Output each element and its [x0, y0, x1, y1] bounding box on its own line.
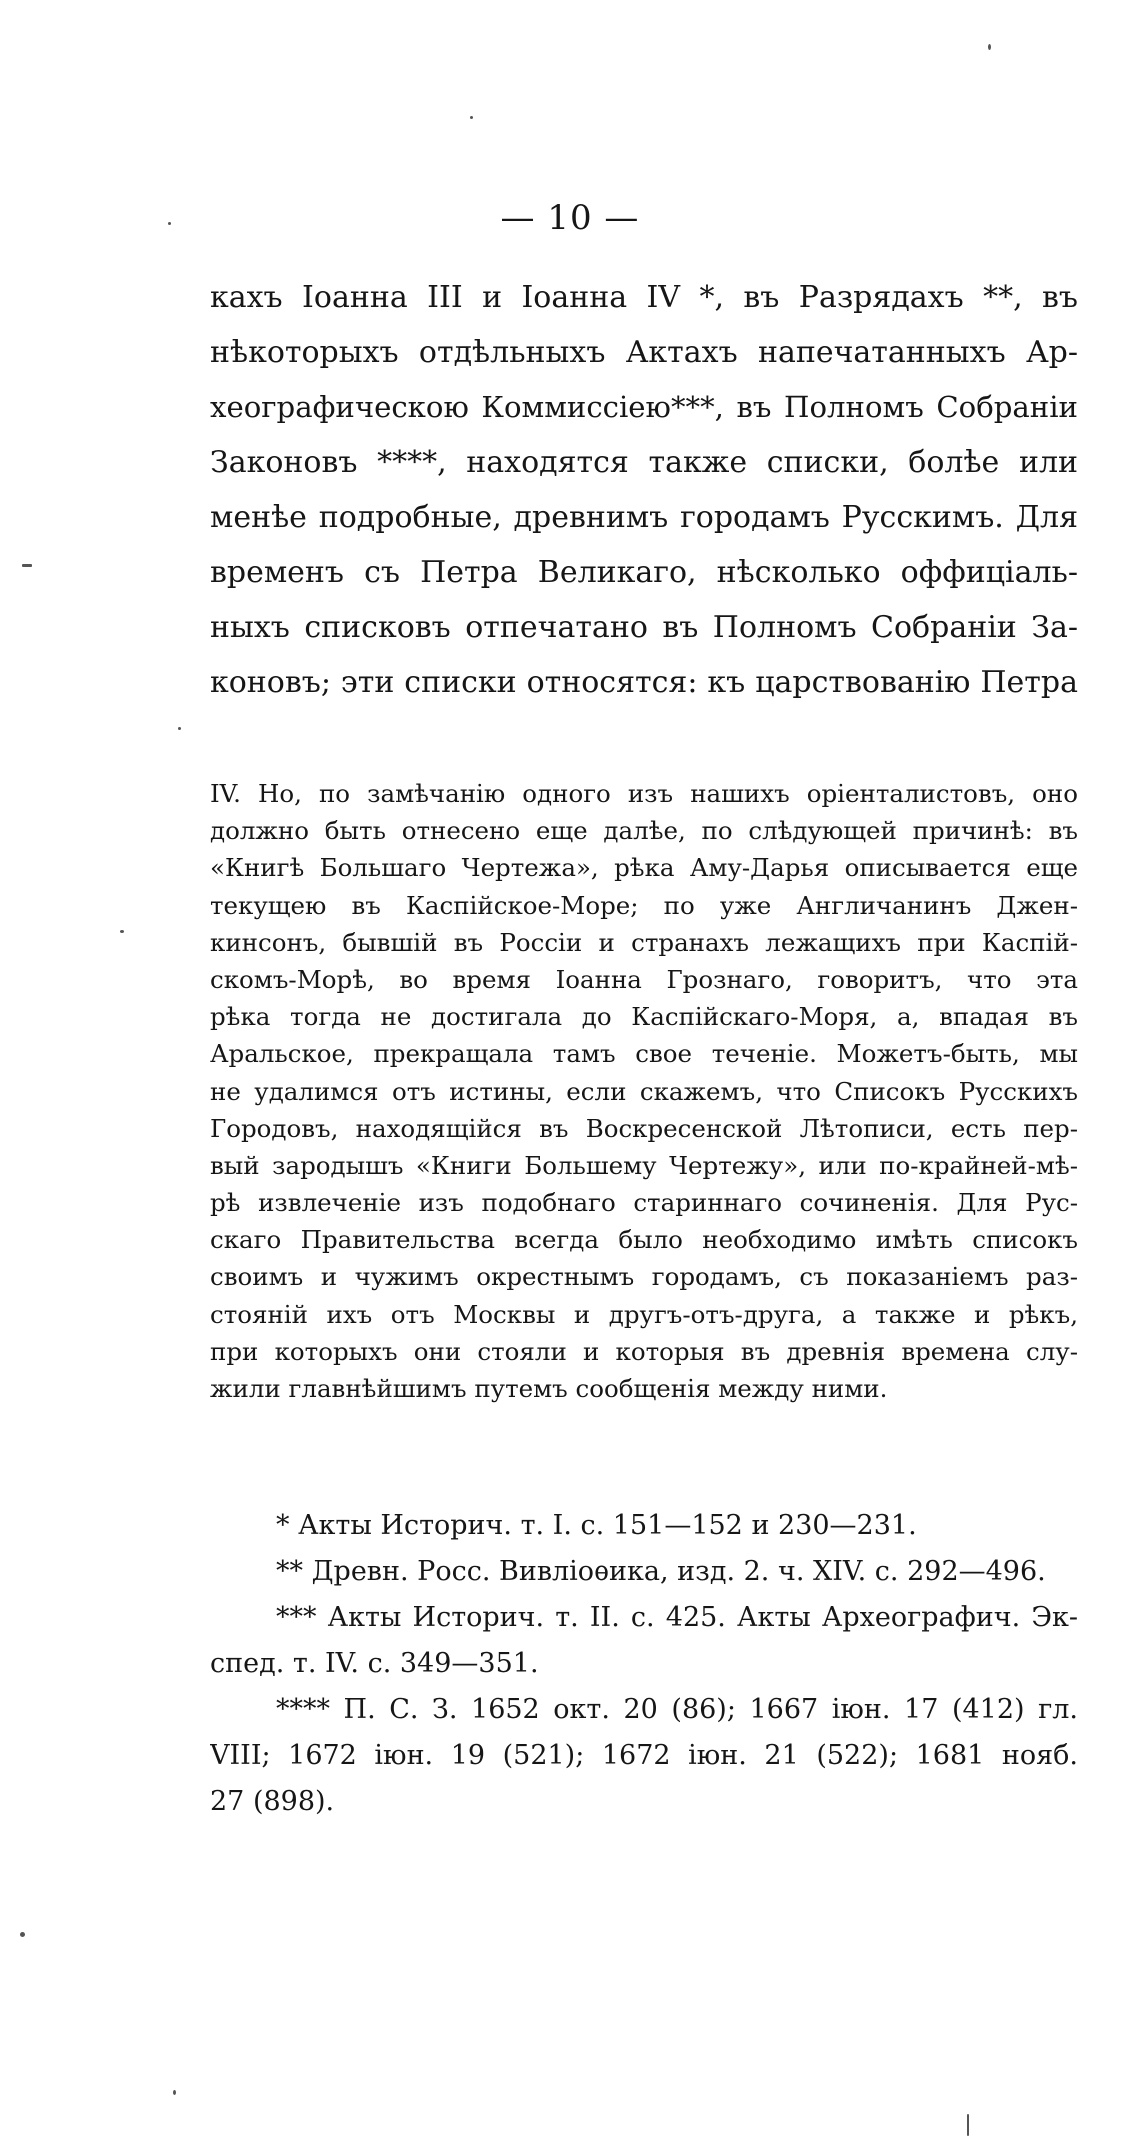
text-line: коновъ; эти списки относятся: къ царствованію Петра: [210, 665, 1078, 700]
note-line: IV. Но, по замѣчанію одного изъ нашихъ оріенталистовъ, оно: [210, 779, 1078, 808]
footnote-line: **** П. С. З. 1652 окт. 20 (86); 1667 іюн. 17 (412) гл.: [276, 1694, 1078, 1725]
note-line: рѣ извлеченіе изъ подобнаго стариннаго сочиненія. Для Рус-: [210, 1188, 1078, 1218]
text-line: хеографическою Коммиссіею***, въ Полномъ Собраніи: [210, 390, 1078, 424]
note-line: своимъ и чужимъ окрестнымъ городамъ, съ показаніемъ раз-: [210, 1262, 1078, 1292]
note-line: кинсонъ, бывшій въ Россіи и странахъ лежащихъ при Каспій-: [210, 927, 1078, 957]
text-line: Законовъ ****, находятся также списки, болѣе или: [210, 445, 1078, 480]
note-line: не удалимся отъ истины, если скажемъ, что Списокъ Русскихъ: [210, 1076, 1078, 1106]
note-line: «Книгѣ Большаго Чертежа», рѣка Аму-Дарья описывается еще: [210, 853, 1078, 883]
footnote-line: спед. т. IV. с. 349—351.: [210, 1648, 539, 1679]
note-paragraph: [210, 775, 1078, 1407]
scan-speck: [22, 564, 32, 567]
note-line: вый зародышъ «Книги Большему Чертежу», или по-крайней-мѣ-: [210, 1150, 1078, 1180]
scan-speck: [178, 727, 181, 730]
text-line: кахъ Іоанна III и Іоанна IV *, въ Разрядахъ **, въ: [210, 280, 1078, 315]
note-line: скомъ-Морѣ, во время Іоанна Грознаго, говоритъ, что эта: [210, 964, 1078, 994]
scan-speck: [120, 930, 124, 933]
footnotes: [210, 1503, 1078, 1825]
footnote-line: VIII; 1672 іюн. 19 (521); 1672 іюн. 21 (522); 1681 нояб.: [210, 1740, 1078, 1771]
text-line: нѣкоторыхъ отдѣльныхъ Актахъ напечатанныхъ Ар-: [210, 335, 1078, 370]
text-line: ныхъ списковъ отпечатано въ Полномъ Собраніи За-: [210, 610, 1078, 645]
footnote-line: ** Древн. Росс. Вивліоѳика, изд. 2. ч. XIV. с. 292—496.: [276, 1556, 1046, 1587]
note-line: жили главнѣйшимъ путемъ сообщенія между ними.: [210, 1374, 888, 1403]
note-line: при которыхъ они стояли и которыя въ древнія времена слу-: [210, 1336, 1078, 1366]
note-line: скаго Правительства всегда было необходимо имѣть списокъ: [210, 1225, 1078, 1255]
scan-speck: [470, 116, 473, 119]
page-number: — 10 —: [500, 198, 640, 238]
note-line: Аральское, прекращала тамъ свое теченіе. Можетъ-быть, мы: [210, 1039, 1078, 1069]
scan-speck: [168, 222, 171, 225]
scan-speck: [173, 2090, 176, 2095]
scan-speck: [20, 1932, 25, 1937]
scan-speck: [967, 2114, 969, 2136]
footnote-line: *** Акты Историч. т. II. с. 425. Акты Археографич. Эк-: [276, 1602, 1078, 1633]
note-line: Городовъ, находящійся въ Воскресенской Лѣтописи, есть пер-: [210, 1113, 1078, 1143]
text-line: менѣе подробные, древнимъ городамъ Русскимъ. Для: [210, 500, 1078, 535]
scan-speck: [988, 44, 991, 50]
note-line: рѣка тогда не достигала до Каспійскаго-Моря, а, впадая въ: [210, 1002, 1078, 1032]
footnote-line: * Акты Историч. т. І. с. 151—152 и 230—231.: [276, 1510, 917, 1541]
note-line: текущею въ Каспійское-Море; по уже Англичанинъ Джен-: [210, 890, 1078, 920]
footnote-line: 27 (898).: [210, 1786, 335, 1817]
text-line: временъ съ Петра Великаго, нѣсколько оффиціаль-: [210, 555, 1078, 590]
main-text: [210, 270, 1078, 710]
note-line: должно быть отнесено еще далѣе, по слѣдующей причинѣ: въ: [210, 816, 1078, 846]
note-line: стояній ихъ отъ Москвы и другъ-отъ-друга, а также и рѣкъ,: [210, 1299, 1078, 1329]
